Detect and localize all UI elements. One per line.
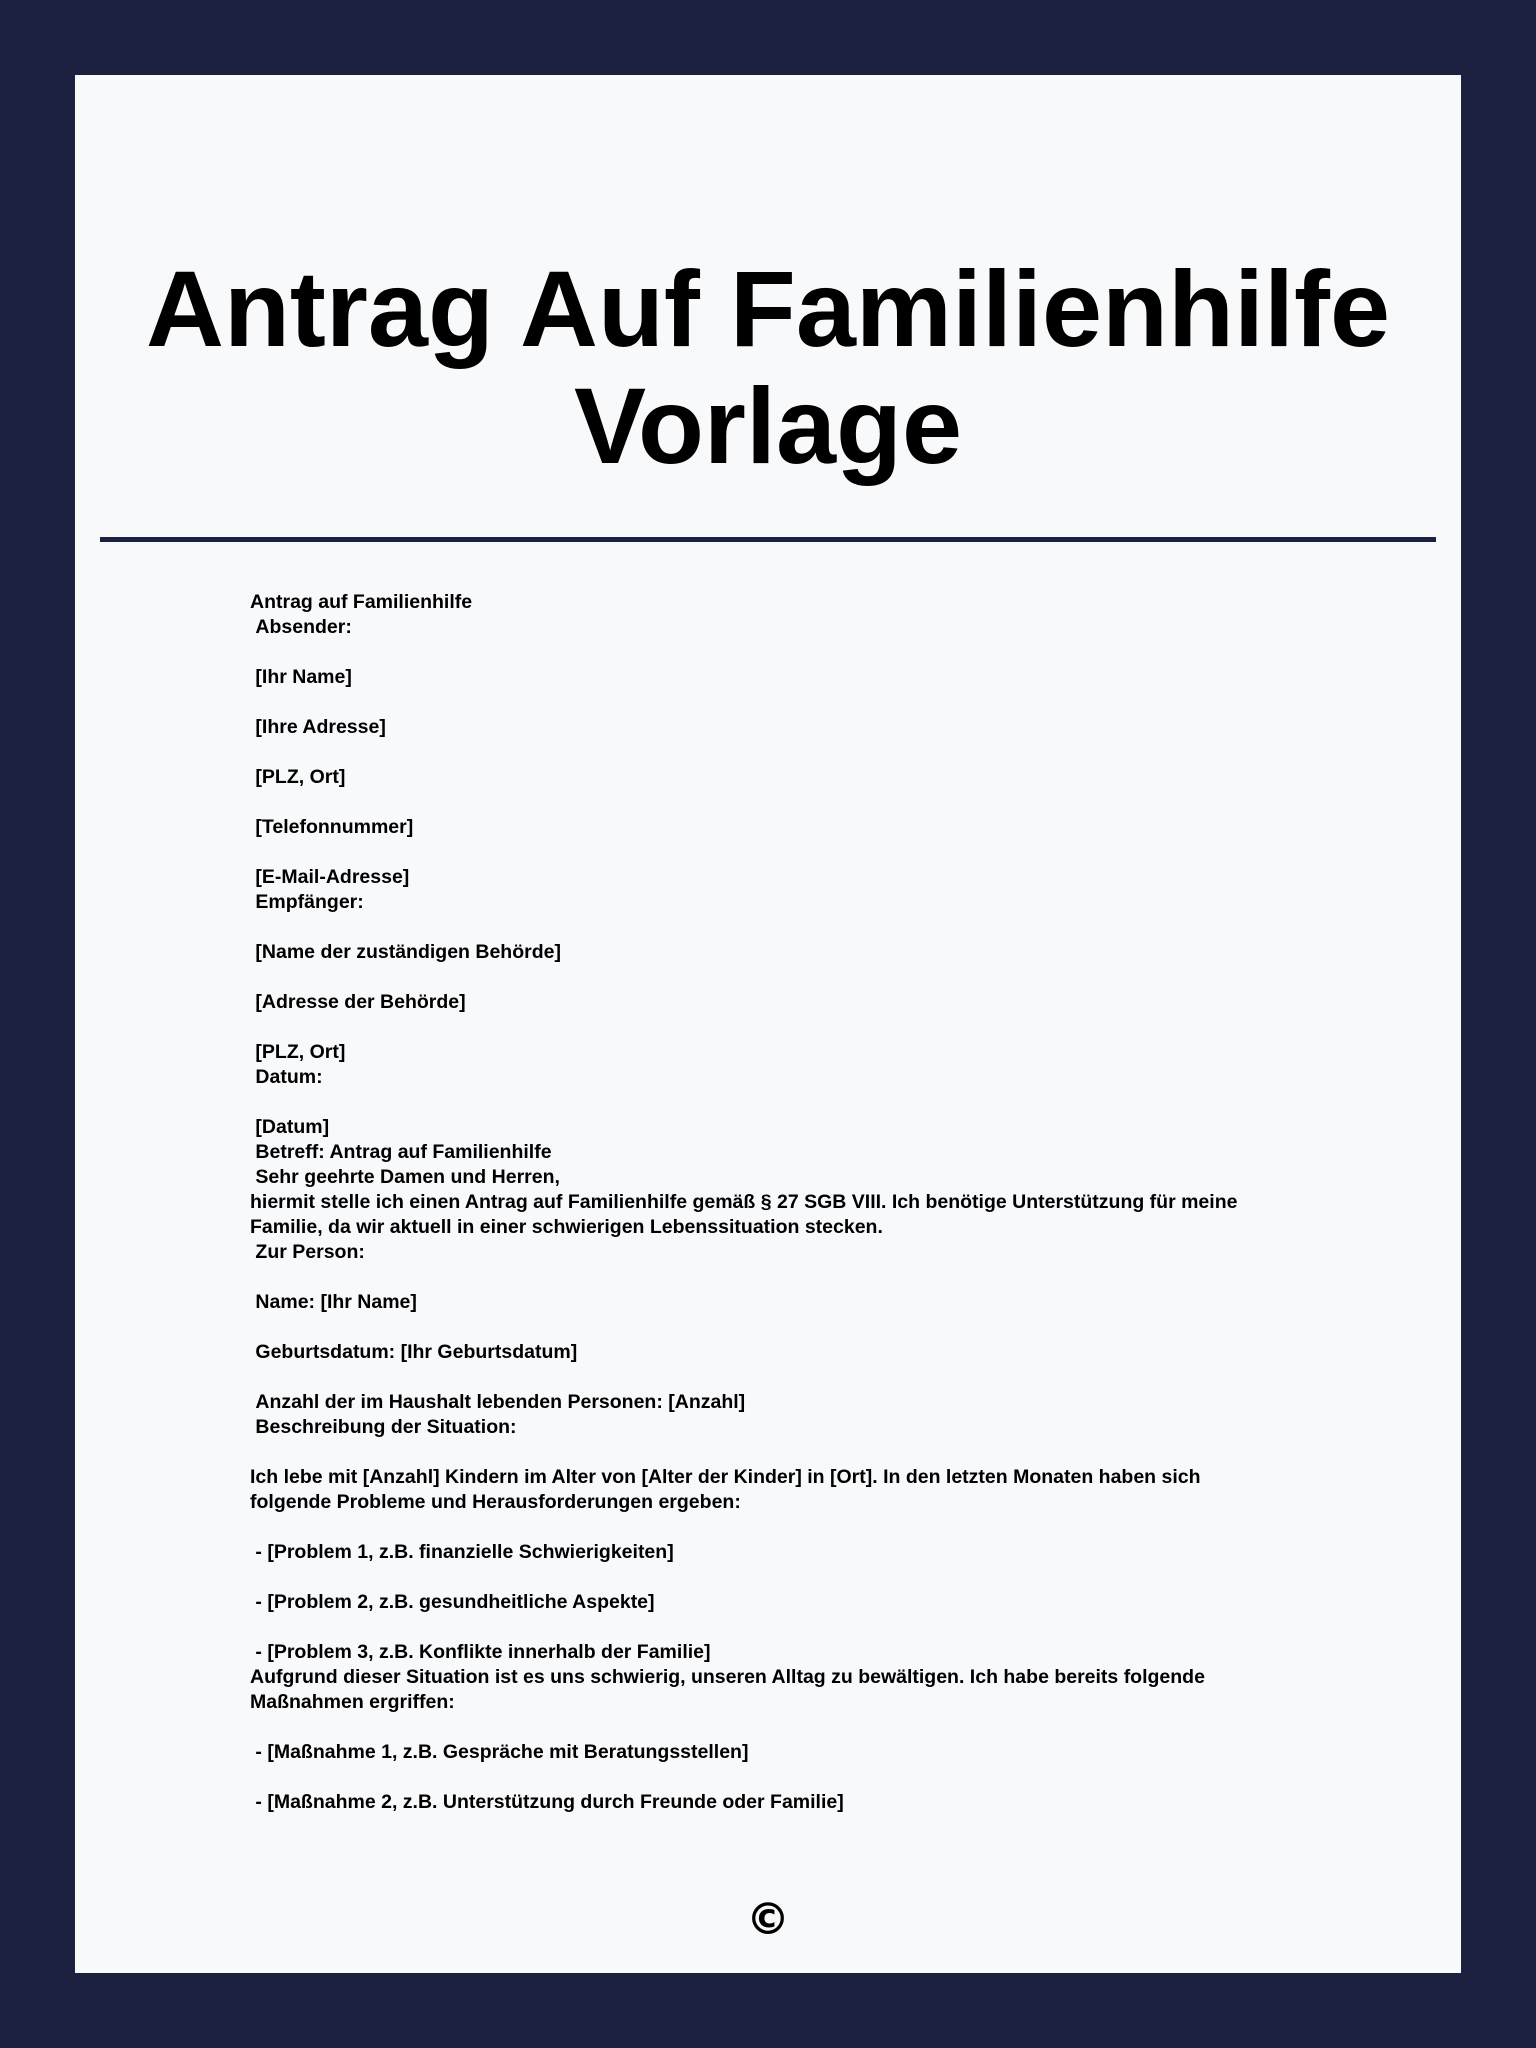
letter-line [250, 790, 1370, 815]
letter-line: - [Maßnahme 2, z.B. Unterstützung durch Freunde oder Familie] [250, 1791, 844, 1813]
letter-line: Maßnahmen ergriffen: [250, 1691, 455, 1713]
letter-line: Beschreibung der Situation: [250, 1416, 517, 1438]
letter-line: Sehr geehrte Damen und Herren, [250, 1166, 560, 1188]
letter-line: - [Problem 2, z.B. gesundheitliche Aspekte] [250, 1591, 655, 1613]
title-line-1: Antrag Auf Familienhilfe [145, 248, 1391, 369]
letter-line: folgende Probleme und Herausforderungen ergeben: [250, 1491, 741, 1513]
letter-line [250, 1365, 1370, 1390]
title-line-2: Vorlage [573, 365, 963, 486]
letter-line: Datum: [250, 1066, 323, 1088]
letter-line [250, 1515, 1370, 1540]
letter-line: Antrag auf Familienhilfe [250, 591, 473, 613]
document-page [75, 75, 1461, 1973]
letter-line [250, 1715, 1370, 1740]
letter-line [250, 1440, 1370, 1465]
letter-line [250, 640, 1370, 665]
letter-line [250, 740, 1370, 765]
letter-line [250, 1565, 1370, 1590]
letter-line [250, 1315, 1370, 1340]
letter-line: hiermit stelle ich einen Antrag auf Familienhilfe gemäß § 27 SGB VIII. Ich benötige Unterstützung für meine [250, 1191, 1238, 1213]
letter-line: [PLZ, Ort] [250, 1041, 346, 1063]
letter-line [250, 965, 1370, 990]
letter-line: Name: [Ihr Name] [250, 1291, 417, 1313]
letter-line: Anzahl der im Haushalt lebenden Personen: [Anzahl] [250, 1391, 746, 1413]
letter-line: [PLZ, Ort] [250, 766, 346, 788]
title-divider [100, 537, 1436, 542]
letter-line [250, 1090, 1370, 1115]
letter-line [250, 1765, 1370, 1790]
letter-line [250, 915, 1370, 940]
letter-line: Geburtsdatum: [Ihr Geburtsdatum] [250, 1341, 578, 1363]
letter-line [250, 1015, 1370, 1040]
copyright-icon: © [746, 1894, 790, 1945]
letter-line: [Ihre Adresse] [250, 716, 386, 738]
letter-line [250, 1615, 1370, 1640]
letter-line: Zur Person: [250, 1241, 365, 1263]
letter-line: [E-Mail-Adresse] [250, 866, 410, 888]
letter-line: Ich lebe mit [Anzahl] Kindern im Alter von [Alter der Kinder] in [Ort]. In den letzten Monaten haben sich [250, 1466, 1201, 1488]
letter-line: Absender: [250, 616, 352, 638]
letter-line: [Name der zuständigen Behörde] [250, 941, 561, 963]
letter-line [250, 840, 1370, 865]
letter-line: [Adresse der Behörde] [250, 991, 466, 1013]
letter-line: [Datum] [250, 1116, 330, 1138]
letter-body [250, 590, 1370, 1815]
page-title [75, 250, 1461, 484]
letter-line: Betreff: Antrag auf Familienhilfe [250, 1141, 552, 1163]
letter-line: Empfänger: [250, 891, 364, 913]
letter-line [250, 1265, 1370, 1290]
letter-line [250, 690, 1370, 715]
letter-line: Familie, da wir aktuell in einer schwierigen Lebenssituation stecken. [250, 1216, 883, 1238]
letter-line: [Ihr Name] [250, 666, 352, 688]
letter-line: - [Problem 3, z.B. Konflikte innerhalb der Familie] [250, 1641, 711, 1663]
letter-line: - [Problem 1, z.B. finanzielle Schwierigkeiten] [250, 1541, 674, 1563]
letter-line: [Telefonnummer] [250, 816, 414, 838]
letter-line: Aufgrund dieser Situation ist es uns schwierig, unseren Alltag zu bewältigen. Ich habe bereits folgende [250, 1666, 1205, 1688]
letter-line: - [Maßnahme 1, z.B. Gespräche mit Beratungsstellen] [250, 1741, 749, 1763]
